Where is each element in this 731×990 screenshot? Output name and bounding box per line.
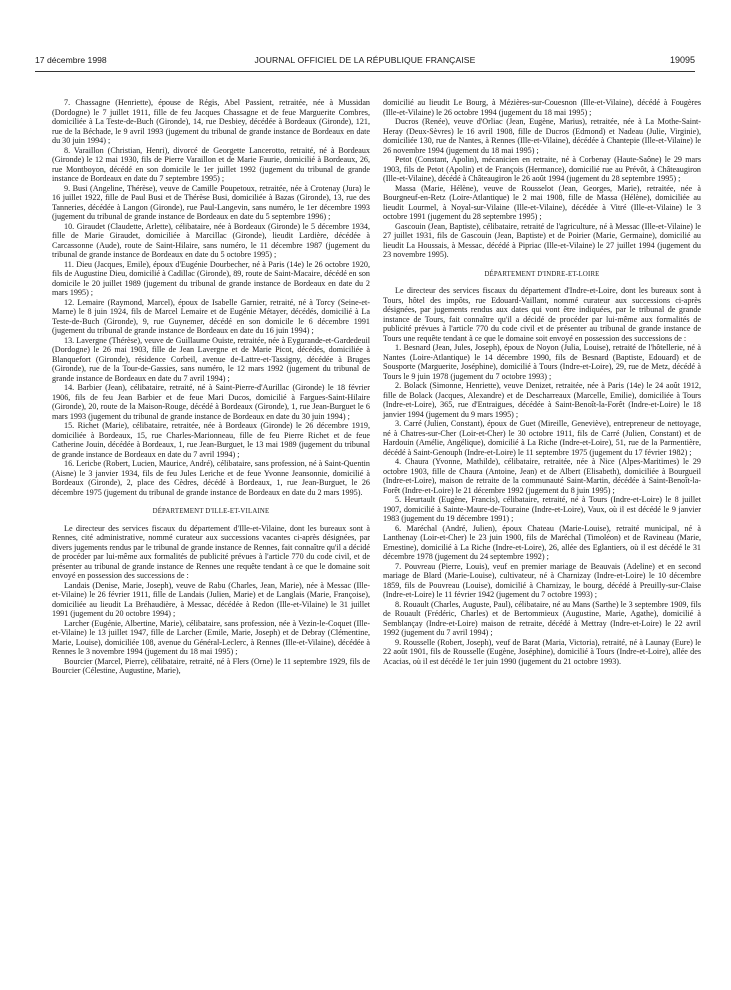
entry-indre-4: 4. Chaura (Yvonne, Mathilde), célibataire, retraitée, née à Nice (Alpes-Maritimes) le 29 octobre 1903, fille de Chaura (Antoine, Jean) et de Albert (Elisabeth), domiciliée à Bourgueil (Indre-et-Loire), maison de retraite de la communauté Saint-Martin, décédée à Saint-Benoît-la-Forêt (Indre-et-Loire) le 21 décembre 1992 (jugement du 8 juin 1995) ; [383, 457, 701, 495]
entry-indre-8: 8. Rouault (Charles, Auguste, Paul), célibataire, né au Mans (Sarthe) le 3 septembre 1909, fils de Rouault (Frédéric, Charles) et de Bertommieux (Augustine, Marie, Agathe), domicilié à Semblançay (Indre-et-Loire) maison de retraite, décédé à Mettray (Indre-et-Loire) le 22 avril 1992 (jugement du 7 avril 1994) ; [383, 599, 701, 637]
entry-indre-2: 2. Bolack (Simonne, Henriette), veuve Denizet, retraitée, née à Paris (14e) le 24 août 1912, fille de Bolack (Jacques, Alexandre) et de Descharreaux (Marcelle, Emilie), domiciliée à Tours (Indre-et-Loire), 365, rue d'Entraigues, décédée à Saint-Benoît-la-Forêt (Indre-et-Loire) le 18 janvier 1994 (jugement du 9 mars 1995) ; [383, 381, 701, 419]
entry-ille-massa: Massa (Marie, Hélène), veuve de Rousselot (Jean, Georges, Marie), retraitée, née à Bourgneuf-en-Retz (Loire-Atlantique) le 2 mai 1908, fille de Massa (Hélène), domiciliée au lieudit Lourmel, à Noyal-sur-Vilaine (Ille-et-Vilaine), décédée à Vitré (Ille-et-Vilaine) le 3 octobre 1991 (jugement du 28 septembre 1995) ; [383, 183, 701, 221]
entry-ille-larcher: Larcher (Eugénie, Albertine, Marie), célibataire, sans profession, née à Vezin-le-Coquet (Ille-et-Vilaine) le 13 juillet 1947, fille de Larcher (Emile, Marie, Joseph) et de Debray (Clémentine, Marie, Louise), domiciliée 108, avenue du Général-Leclerc, à Rennes (Ille-et-Vilaine), décédée à Rennes le 3 novembre 1994 (jugement du 18 mai 1995) ; [52, 618, 370, 656]
entry-gironde-9: 9. Busi (Angeline, Thérèse), veuve de Camille Poupetoux, retraitée, née à Crotenay (Jura) le 16 juillet 1922, fille de Paul Busi et de Thérèse Busi, domiciliée à Bazas (Gironde), 13, rue des Tanneries, décédée à Langon (Gironde), rue Paul-Langevin, sans numéro, le 1er décembre 1993 (jugement du tribunal de grande instance de Bordeaux en date du 5 septembre 1996) ; [52, 183, 370, 221]
entry-gironde-11: 11. Dieu (Jacques, Emile), époux d'Eugénie Dourbecher, né à Paris (14e) le 26 octobre 1920, fils de Augustine Dieu, domicilié à Cadillac (Gironde), 89, route de Saint-Macaire, décédé en son domicile le 20 juillet 1989 (jugement du tribunal de grande instance de Bordeaux en date du 2 mars 1995) ; [52, 259, 370, 297]
header-rule [35, 71, 695, 72]
page-number: 19095 [669, 55, 695, 65]
entry-ille-landais: Landais (Denise, Marie, Joseph), veuve de Rabu (Charles, Jean, Marie), née à Messac (Ille-et-Vilaine) le 26 février 1911, fille de Landais (Julien, Marie) et de Langlais (Marie, Françoise), domiciliée au lieudit La Bréhaudière, à Messac, décédée à Redon (Ille-et-Vilaine) le 31 juillet 1991 (jugement du 20 octobre 1994) ; [52, 580, 370, 618]
right-column [383, 98, 701, 666]
left-column [52, 98, 370, 676]
entry-indre-6: 6. Maréchal (André, Julien), époux Chateau (Marie-Louise), retraité municipal, né à Lanthenay (Loir-et-Cher) le 23 juin 1900, fils de Maréchal (Timoléon) et de Ravineau (Marie, Ernestine), domicilié à La Riche (Indre-et-Loire), 26, allée des Eglantiers, où il est décédé le 31 décembre 1978 (jugement du 24 septembre 1992) ; [383, 523, 701, 561]
entry-gironde-14: 14. Barbier (Jean), célibataire, retraité, né à Saint-Pierre-d'Aurillac (Gironde) le 18 février 1906, fils de feu Jean Barbier et de feue Mari Ducos, domicilié à Fargues-Saint-Hilaire (Gironde), 20, route de la Maison-Rouge, décédé à Bordeaux (Gironde), 1, rue Jean-Burguet le 6 mars 1993 (jugement du tribunal de grande instance de Bordeaux en date du 30 juin 1994) ; [52, 383, 370, 421]
entry-ille-petot: Petot (Constant, Apolin), mécanicien en retraite, né à Corbenay (Haute-Saône) le 29 mars 1903, fils de Petot (Apolin) et de François (Hermance), domicilié rue au Prévôt, à Châteaugiron (Ille-et-Vilaine), décédé à Châteaugiron le 26 août 1994 (jugement du 28 septembre 1995) ; [383, 155, 701, 183]
entry-ille-gascouin: Gascouin (Jean, Baptiste), célibataire, retraité de l'agriculture, né à Messac (Ille-et-Vilaine) le 27 juillet 1931, fils de Gascouin (Jean, Baptiste) et de Poirier (Marie, Germaine), domicilié au lieudit La Houssais, à Messac, décédé à Pipriac (Ille-et-Vilaine) le 27 juillet 1994 (jugement du 23 novembre 1995). [383, 221, 701, 259]
entry-gironde-12: 12. Lemaire (Raymond, Marcel), époux de Isabelle Garnier, retraité, né à Torcy (Seine-et-Marne) le 8 juin 1924, fils de Marcel Lemaire et de Eugénie Métayer, décédés, domicilié à La Teste-de-Buch (Gironde), 9, rue Guynemer, décédé en son domicile le 6 décembre 1991 (jugement du tribunal de grande instance de Bordeaux en date du 16 juin 1994) ; [52, 297, 370, 335]
entry-gironde-8: 8. Varaillon (Christian, Henri), divorcé de Georgette Lancerotto, retraité, né à Bordeaux (Gironde) le 12 mai 1930, fils de Pierre Varaillon et de Marie Faurie, domicilié à Bordeaux, 26, rue Montboyon, décédé en son domicile le 1er juillet 1992 (jugement du tribunal de grande instance de Bordeaux en date du 7 septembre 1995) ; [52, 145, 370, 183]
entry-gironde-7: 7. Chassagne (Henriette), épouse de Régis, Abel Passient, retraitée, née à Mussidan (Dordogne) le 7 juillet 1911, fille de feu Jacques Chassagne et de feue Marguerite Combres, domiciliée à La Teste-de-Buch (Gironde), 14, rue Desbiey, décédée à Bordeaux (Gironde), 121, rue de la Béchade, le 9 avril 1993 (jugement du tribunal de grande instance de Bordeaux en date du 30 juin 1994) ; [52, 98, 370, 145]
entry-indre-5: 5. Heurtault (Eugène, Francis), célibataire, retraité, né à Tours (Indre-et-Loire) le 8 juillet 1907, domicilié à Sainte-Maure-de-Touraine (Indre-et-Loire), Vaux, où il est décédé le 9 janvier 1983 (jugement du 19 décembre 1991) ; [383, 495, 701, 523]
entry-gironde-10: 10. Giraudet (Claudette, Arlette), célibataire, née à Bordeaux (Gironde) le 5 décembre 1934, fille de Marie Giraudet, domiciliée à Marcillac (Gironde), lieudit Lardière, décédée à Carcassonne (Aude), route de Saint-Hilaire, sans numéro, le 11 décembre 1987 (jugement du tribunal de grande instance de Bordeaux en date du 5 octobre 1995) ; [52, 221, 370, 259]
page-header [35, 52, 695, 68]
ille-intro: Le directeur des services fiscaux du département d'Ille-et-Vilaine, dont les bureaux sont à Rennes, cité administrative, nommé curateur aux successions vacantes ci-après désignées, par divers jugements rendus par le tribunal de grande instance de Rennes, fait connaître qu'il a décidé de procéder par lui-même aux formalités de publicité prévues à l'article 770 du code civil, et de présenter au tribunal de grande instance de Rennes une requête tendant à ce que le domaine soit envoyé en possession des successions de : [52, 523, 370, 580]
entry-indre-3: 3. Carré (Julien, Constant), époux de Guet (Mireille, Geneviève), entrepreneur de nettoyage, né à Chatres-sur-Cher (Loir-et-Cher) le 30 octobre 1911, fils de Carré (Julien, Constant) et de Hardouin (Amélie, Angélique), domicilié à La Riche (Indre-et-Loire), 51, rue de la Parmentière, décédé à Saint-Genouph (Indre-et-Loire) le 11 septembre 1975 (jugement du 17 février 1982) ; [383, 419, 701, 457]
section-heading-indre-et-loire: DÉPARTEMENT D'INDRE-ET-LOIRE [484, 270, 600, 278]
entry-gironde-15: 15. Richet (Marie), célibataire, retraitée, née à Bordeaux (Gironde) le 26 décembre 1919, domiciliée à Bordeaux, 15, rue Charles-Marionneau, fille de feu Pierre Richet et de feue Catherine Jouin, décédée à Bordeaux, 1, rue Jean-Burguet, le 13 mai 1989 (jugement du tribunal de grande instance de Bordeaux en date du 7 avril 1994) ; [52, 421, 370, 459]
entry-ille-bourcier-continued: domicilié au lieudit Le Bourg, à Mézières-sur-Couesnon (Ille-et-Vilaine), décédé à Fougères (Ille-et-Vilaine) le 26 octobre 1994 (jugement du 18 mai 1995) ; [383, 98, 701, 117]
entry-gironde-13: 13. Lavergne (Thérèse), veuve de Guillaume Ouiste, retraitée, née à Eygurande-et-Gardedeuil (Dordogne) le 26 mai 1903, fille de Jean Lavergne et de Marie Picot, décédés, domiciliée à Blanquefort (Gironde), résidence Corbeil, avenue de-Lattre-et-Tassigny, décédée à Bruges (Gironde), rue de la Tour-de-Gassies, sans numéro, le 12 mars 1992 (jugement du tribunal de grande instance de Bordeaux en date du 7 avril 1994) ; [52, 335, 370, 383]
section-heading-ille-et-vilaine: DÉPARTEMENT D'ILLE-ET-VILAINE [152, 508, 270, 515]
entry-gironde-16: 16. Lericbe (Robert, Lucien, Maurice, André), célibataire, sans profession, né à Saint-Quentin (Aisne) le 3 janvier 1934, fils de feu Jules Leriche et de feue Yvonne Jeansonnie, domicilié à Bordeaux (Gironde), 2, place des Cèdres, décédé à Bordeaux, 1, rue Jean-Burguet, le 26 décembre 1975 (jugement du tribunal de grande instance de Bordeaux en date du 2 mars 1995). [52, 459, 370, 497]
entry-indre-7: 7. Pouvreau (Pierre, Louis), veuf en premier mariage de Beauvais (Adeline) et en second mariage de Blard (Marie-Louise), cultivateur, né à Charnizay (Indre-et-Loire) le 10 décembre 1859, fils de Pouvreau (Louise), domicilié à Charnizay, le bourg, décédé à Preuilly-sur-Claise (Indre-et-Loire) le 11 février 1942 (jugement du 7 octobre 1993) ; [383, 561, 701, 599]
journal-title: JOURNAL OFFICIEL DE LA RÉPUBLIQUE FRANÇAISE [254, 55, 476, 65]
indre-intro: Le directeur des services fiscaux du département d'Indre-et-Loire, dont les bureaux sont à Tours, hôtel des impôts, rue Edouard-Vaillant, nommé curateur aux successions ci-après désignées, par jugements rendus aux dates qui vont être indiquées, par le tribunal de grande instance de Tours, fait connaître qu'il a décidé de procéder par lui-même aux formalités de publicité prévues à l'article 770 du code civil et de présenter au tribunal de grande instance de Tours une requête tendant à ce que le domaine soit envoyé en possession des successions de : [383, 286, 701, 343]
entry-ille-bourcier: Bourcier (Marcel, Pierre), célibataire, retraité, né à Flers (Orne) le 11 septembre 1929, fils de Bourcier (Célestine, Augustine, Marie), [52, 656, 370, 675]
header-date: 17 décembre 1998 [35, 55, 107, 65]
entry-indre-9: 9. Rousselle (Robert, Joseph), veuf de Barat (Maria, Victoria), retraité, né à Launay (Eure) le 22 août 1901, fils de Rousselle (Eugène, Joséphine), domicilié à Tours (Indre-et-Loire), allée des Acacias, où il est décédé le 1er juin 1990 (jugement du 21 octobre 1993). [383, 637, 701, 666]
entry-indre-1: 1. Besnard (Jean, Jules, Joseph), époux de Noyon (Julia, Louise), retraité de l'hôtellerie, né à Nantes (Loire-Atlantique) le 14 décembre 1990, fils de Besnard (Baptiste, Edouard) et de Sousporte (Marguerite, Joséphine), domicilié à Tours (Indre-et-Loire), 29, rue de Metz, décédé à Tours le 9 juin 1978 (jugement du 7 octobre 1993) ; [383, 343, 701, 381]
entry-ille-ducros: Ducros (Renée), veuve d'Orliac (Jean, Eugène, Marius), retraitée, née à La Mothe-Saint-Heray (Deux-Sèvres) le 16 avril 1908, fille de Ducros (Edmond) et Nadeau (Julie, Virginie), domiciliée 130, rue de Nantes, à Rennes (Ille-et-Vilaine), décédée à Chantepie (Ille-et-Vilaine) le 26 novembre 1994 (jugement du 18 mai 1995) ; [383, 117, 701, 155]
